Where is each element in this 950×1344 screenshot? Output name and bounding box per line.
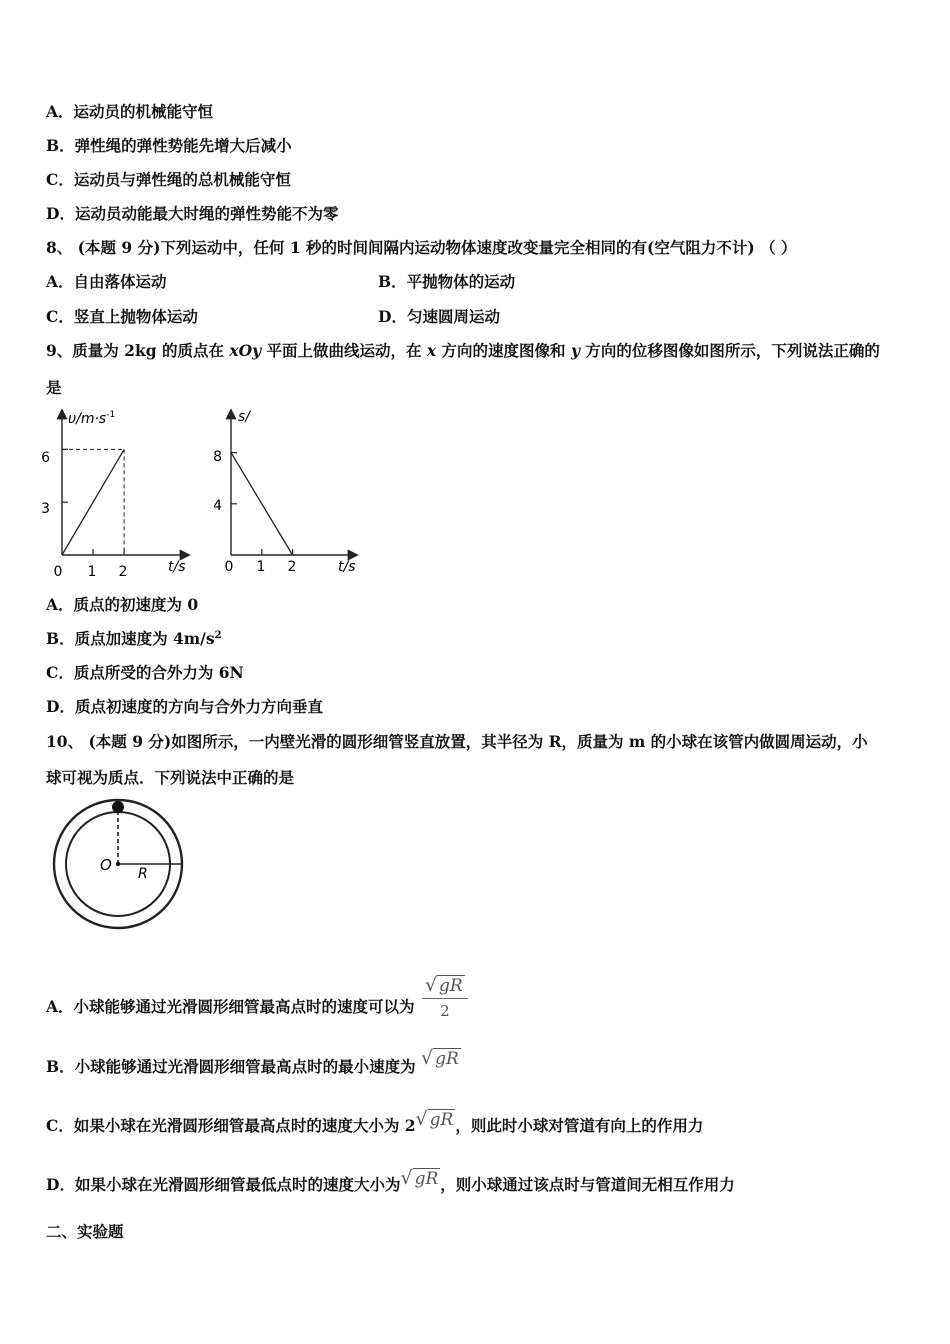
s-graph-x-label: t/s	[338, 559, 356, 575]
radical-sign: √	[421, 1046, 434, 1069]
v-graph-series-line	[62, 449, 124, 555]
circular-tube-figure	[46, 796, 196, 936]
q9-stem-part3: 方向的速度图像和	[436, 341, 571, 360]
velocity-time-graph	[38, 403, 198, 581]
radical-sign: √	[400, 1166, 413, 1189]
q10-option-a	[46, 974, 468, 1031]
q9-stem-y: y	[570, 341, 580, 360]
q10-option-c-radical	[416, 1109, 456, 1130]
q10-option-d-text-pre: D．如果小球在光滑圆形细管最低点时的速度大小为	[46, 1175, 401, 1194]
q8-option-d: D．匀速圆周运动	[378, 307, 500, 326]
q7-option-d: D．运动员动能最大时绳的弹性势能不为零	[46, 204, 339, 223]
q9-option-b-text: B．质点加速度为 4m/s	[46, 629, 215, 648]
q10-option-a-fraction	[422, 975, 468, 1021]
ball	[112, 801, 124, 813]
q9-stem-continued: 是	[46, 378, 62, 397]
q7-option-c: C．运动员与弹性绳的总机械能守恒	[46, 170, 291, 189]
q8-stem: 8、 (本题 9 分)下列运动中，任何 1 秒的时间间隔内运动物体速度改变量完全相同的有(空气阻力不计) （ ）	[46, 238, 797, 257]
v-graph-x-tick-2: 2	[118, 564, 128, 580]
q9-option-d: D．质点初速度的方向与合外力方向垂直	[46, 697, 323, 716]
q9-option-b-exponent: 2	[214, 629, 222, 641]
q8-option-c: C．竖直上抛物体运动	[46, 307, 198, 326]
v-graph-y-tick-6: 6	[41, 450, 50, 466]
radicand-gr: gR	[414, 1168, 439, 1189]
q9-stem-part4: 方向的位移图像如图所示，下列说法正确的	[579, 341, 880, 360]
q10-option-a-text: A．小球能够通过光滑圆形细管最高点时的速度可以为	[46, 997, 415, 1016]
radicand-gr: gR	[435, 1048, 459, 1069]
q9-option-a: A．质点的初速度为 0	[46, 595, 199, 614]
q8-option-a: A．自由落体运动	[46, 272, 167, 291]
s-graph-x-tick-0: 0	[224, 559, 234, 575]
s-graph-y-label: s/	[238, 409, 251, 425]
fraction-denominator: 2	[440, 1002, 450, 1020]
s-graph-series-line	[231, 453, 293, 555]
q9-stem-x: x	[426, 341, 437, 360]
radicand-gr: gR	[429, 1109, 454, 1130]
radicand-gr: gR	[439, 976, 463, 996]
q9-option-b	[46, 629, 222, 649]
s-graph-x-tick-2: 2	[287, 559, 297, 575]
q9-stem-part2: 平面上做曲线运动，在	[261, 341, 427, 360]
q10-option-d-radical	[400, 1168, 440, 1189]
q10-option-d	[46, 1166, 735, 1197]
q9-stem-part1: 9、质量为 2kg 的质点在	[46, 341, 230, 360]
s-graph-y-tick-8: 8	[213, 449, 222, 465]
v-graph-x-tick-0: 0	[53, 564, 63, 580]
q10-option-c-text-pre: C．如果小球在光滑圆形细管最高点时的速度大小为 2	[46, 1116, 416, 1135]
radical-sign: √	[415, 1107, 428, 1130]
displacement-time-graph	[206, 403, 366, 581]
v-graph-x-label: t/s	[168, 559, 186, 575]
q8-option-b: B．平抛物体的运动	[378, 272, 516, 291]
q10-option-c	[46, 1107, 704, 1138]
q10-option-b-radical	[421, 1048, 461, 1069]
q10-stem: 10、 (本题 9 分)如图所示，一内壁光滑的圆形细管竖直放置，其半径为 R，质量为 m 的小球在该管内做圆周运动，小	[46, 732, 868, 751]
q7-option-b: B．弹性绳的弹性势能先增大后减小	[46, 136, 292, 155]
section-2-title: 二、实验题	[46, 1222, 124, 1241]
q10-option-d-text-post: ，则小球通过该点时与管道间无相互作用力	[440, 1175, 735, 1194]
q9-option-c: C．质点所受的合外力为 6N	[46, 663, 244, 682]
q7-option-a: A．运动员的机械能守恒	[46, 102, 214, 121]
q9-stem	[46, 341, 880, 361]
q10-option-c-text-post: ，则此时小球对管道有向上的作用力	[455, 1116, 704, 1135]
q10-option-b	[46, 1046, 461, 1079]
q10-option-b-text: B．小球能够通过光滑圆形细管最高点时的最小速度为	[46, 1057, 416, 1076]
radical-sign: √	[424, 974, 438, 996]
radius-label-r: R	[138, 866, 148, 882]
v-graph-x-tick-1: 1	[87, 564, 97, 580]
center-label-o: O	[100, 856, 112, 874]
v-graph-y-tick-3: 3	[41, 501, 50, 517]
q10-stem-continued: 球可视为质点．下列说法中正确的是	[46, 768, 295, 787]
v-graph-y-label: $\upsilon/m\cdot s^{-1}$	[68, 410, 116, 427]
s-graph-y-tick-4: 4	[213, 498, 222, 514]
q9-stem-plane: xOy	[229, 341, 262, 360]
s-graph-x-tick-1: 1	[256, 559, 266, 575]
center-point	[116, 862, 120, 866]
